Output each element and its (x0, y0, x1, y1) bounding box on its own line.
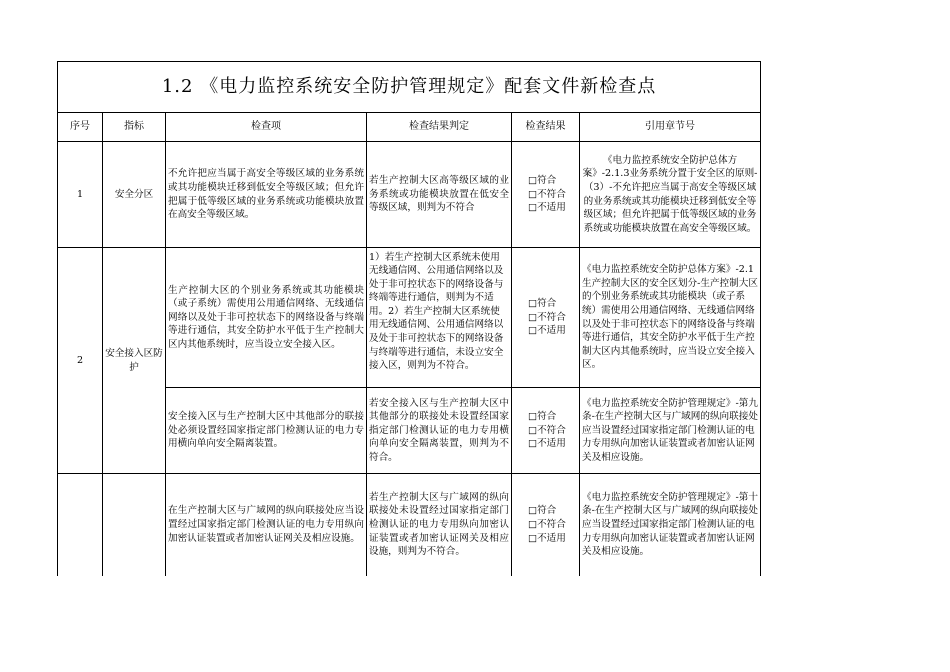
page-title: 1.2 《电力监控系统安全防护管理规定》配套文件新检查点 (58, 62, 761, 113)
row-check-item: 生产控制大区的个别业务系统或其功能模块（或子系统）需使用公用通信网络、无线通信网络以及处于非可控状态下的网络设备与终端等进行通信，其安全防护水平低于生产控制大区内其他系统时，应当设立安全接入区。 (166, 248, 367, 388)
option-nonconform-checkbox[interactable]: □不符合 (528, 518, 566, 530)
row-indicator: 安全分区 (103, 142, 166, 248)
row-indicator: 安全接入区防护 (103, 248, 166, 474)
row-check-item: 不允许把应当属于高安全等级区域的业务系统或其功能模块迁移到低安全等级区域；但允许把属于低等级区域的业务系统或功能模块放置在高安全等级区域。 (166, 142, 367, 248)
option-na-checkbox[interactable]: □不适用 (528, 325, 566, 337)
option-na-checkbox[interactable]: □不适用 (528, 438, 566, 450)
option-nonconform-checkbox[interactable]: □不符合 (528, 424, 566, 436)
option-conform-checkbox[interactable]: □符合 (528, 175, 557, 187)
table-header-row (58, 113, 761, 142)
option-nonconform-checkbox[interactable]: □不符合 (528, 311, 566, 323)
header-indicator: 指标 (103, 113, 166, 142)
row-reference: 《电力监控系统安全防护管理规定》-第九条-在生产控制大区与广域网的纵向联接处应当设置经过国家指定部门检测认证的电力专用纵向加密认证装置或者加密认证网关及相应设施。 (580, 388, 761, 474)
row-judgement-text: 1）若生产控制大区系统未使用无线通信网、公用通信网络以及处于非可控状态下的网络设备与终端等进行通信，则判为不适用。2）若生产控制大区系统使用无线通信网、公用通信网络以及处于非可控状态下的网络设备与终端等进行通信，未设立安全接入区，则判为不符合。 (369, 251, 504, 372)
row-seq: 2 (58, 248, 103, 474)
row-judgement: 若生产控制大区高等级区域的业务系统或功能模块放置在低安全等级区域，则判为不符合 (367, 142, 512, 248)
row-seq (58, 474, 103, 576)
header-check-item: 检查项 (166, 113, 367, 142)
option-nonconform-checkbox[interactable]: □不符合 (528, 188, 566, 200)
header-seq: 序号 (58, 113, 103, 142)
row-indicator (103, 474, 166, 576)
option-conform-checkbox[interactable]: □符合 (528, 411, 557, 423)
header-judgement: 检查结果判定 (367, 113, 512, 142)
row-seq: 1 (58, 142, 103, 248)
row-result-options (512, 248, 580, 388)
row-reference: 《电力监控系统安全防护管理规定》-第十条-在生产控制大区与广域网的纵向联接处应当设置经过国家指定部门检测认证的电力专用纵向加密认证装置或者加密认证网关及相应设施。 (580, 474, 761, 576)
row-judgement (367, 248, 512, 388)
check-table (57, 61, 761, 576)
row-result-options (512, 142, 580, 248)
option-conform-checkbox[interactable]: □符合 (528, 505, 557, 517)
row-check-item: 在生产控制大区与广域网的纵向联接处应当设置经过国家指定部门检测认证的电力专用纵向加密认证装置或者加密认证网关及相应设施。 (166, 474, 367, 576)
option-conform-checkbox[interactable]: □符合 (528, 298, 557, 310)
row-check-item: 安全接入区与生产控制大区中其他部分的联接处必须设置经国家指定部门检测认证的电力专用横向单向安全隔离装置。 (166, 388, 367, 474)
option-na-checkbox[interactable]: □不适用 (528, 532, 566, 544)
check-table-sheet (57, 61, 760, 576)
row-reference: 《电力监控系统安全防护总体方案》-2.1生产控制大区的安全区划分-生产控制大区的个别业务系统或其功能模块（或子系统）需使用公用通信网络、无线通信网络以及处于非可控状态下的网络设备与终端等进行通信，其安全防护水平低于生产控制大区内其他系统时，应当设立安全接入区。 (580, 248, 761, 388)
table-row (58, 248, 761, 388)
header-reference: 引用章节号 (580, 113, 761, 142)
row-result-options (512, 474, 580, 576)
table-row (58, 142, 761, 248)
row-result-options (512, 388, 580, 474)
row-judgement: 若生产控制大区与广域网的纵向联接处未设置经过国家指定部门检测认证的电力专用纵向加密认证装置或者加密认证网关及相应设施，则判为不符合。 (367, 474, 512, 576)
option-na-checkbox[interactable]: □不适用 (528, 202, 566, 214)
row-judgement: 若安全接入区与生产控制大区中其他部分的联接处未设置经国家指定部门检测认证的电力专用横向单向安全隔离装置，则判为不符合。 (367, 388, 512, 474)
table-row (58, 474, 761, 576)
header-result: 检查结果 (512, 113, 580, 142)
row-reference: 《电力监控系统安全防护总体方案》-2.1.3业务系统分置于安全区的原则-（3）-不允许把应当属于高安全等级区域的业务系统或其功能模块迁移到低安全等级区域；但允许把属于低等级区域的业务系统或功能模块放置在高安全等级区域。 (580, 142, 761, 248)
